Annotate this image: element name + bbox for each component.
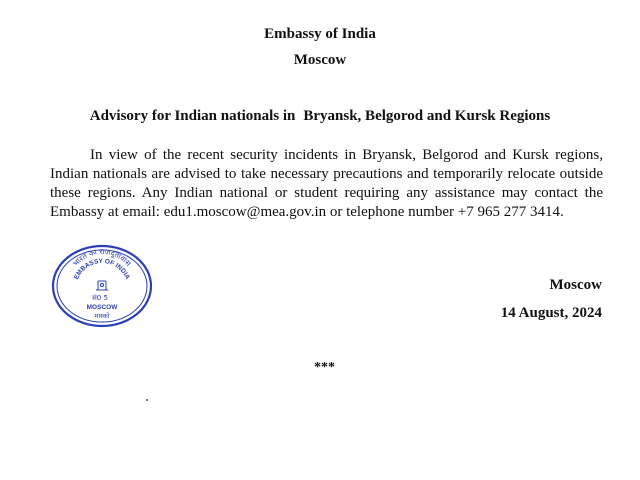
seal-city-hindi: मास्को [94,312,110,320]
embassy-seal [50,243,154,329]
advisory-title-regions: Bryansk, Belgorod and Kursk Regions [303,108,551,124]
seal-number: सं0 5 [92,294,108,302]
seal-hindi-text: भारत का राजदूतावास [71,246,133,268]
signature-city: Moscow [549,277,602,293]
advisory-title-prefix: Advisory for Indian nationals in [89,108,296,124]
advisory-title [0,108,640,125]
emblem-icon [96,281,108,290]
scan-speck [146,399,148,401]
signature-date: 14 August, 2024 [500,305,602,321]
advisory-body: In view of the recent security incidents in Bryansk, Belgorod and Kursk regions, Indian nationals are advised to take necessary precautions and temporarily relocate outside these regions. Any Indian national or student requiring any assistance may contact the Embassy at email: edu1.moscow@mea.gov.in or telephone number +7 965 277 3414. [50,147,603,220]
embassy-city: Moscow [293,52,347,68]
seal-english-text: EMBASSY OF INDIA [73,257,131,281]
end-mark: *** [314,360,335,375]
embassy-name: Embassy of India [264,26,376,42]
seal-city-english: MOSCOW [86,304,118,311]
